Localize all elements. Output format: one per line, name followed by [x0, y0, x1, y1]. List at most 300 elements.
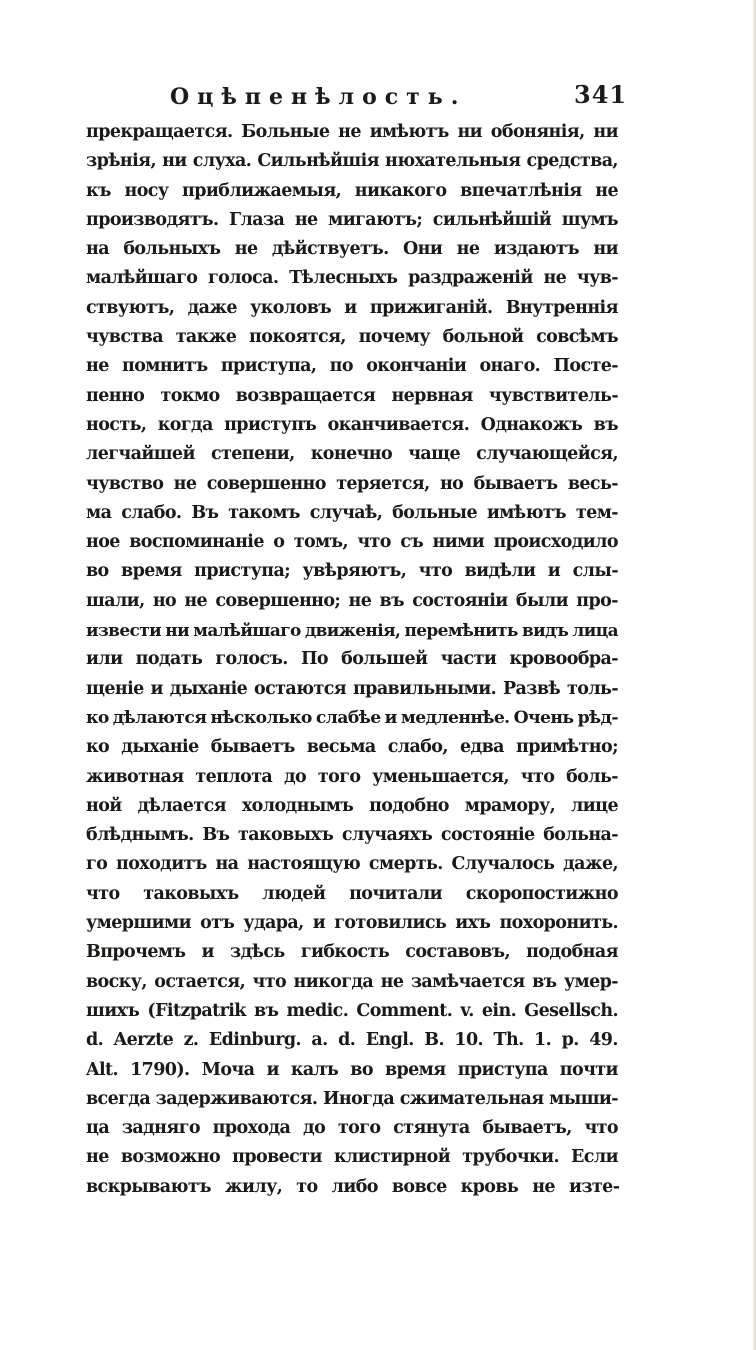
word: почти	[559, 1059, 618, 1080]
word: щеніе	[86, 678, 144, 699]
word: ни	[593, 122, 618, 142]
word: вскрываютъ	[86, 1176, 211, 1197]
word: весь-	[567, 473, 618, 494]
word: приступъ	[224, 414, 317, 435]
word: томъ,	[293, 532, 348, 553]
word: происходило	[493, 532, 618, 553]
word: d.	[86, 1030, 104, 1051]
text-line	[86, 264, 618, 293]
word: ними	[432, 532, 485, 553]
word: больной	[442, 327, 524, 348]
word: дыханіе	[169, 678, 248, 699]
word: совершенно;	[215, 590, 341, 611]
word: Engl.	[365, 1030, 414, 1051]
word: Развѣ	[503, 678, 561, 699]
word: въ	[254, 1000, 279, 1021]
word: движенія,	[304, 620, 401, 641]
word: не	[532, 1176, 555, 1197]
text-line	[86, 557, 618, 586]
word: совершенно	[206, 473, 326, 494]
word: обонянія,	[490, 122, 585, 142]
word: не	[456, 239, 480, 260]
word: части	[440, 649, 497, 670]
text-line	[86, 1173, 618, 1202]
word: шихъ	[86, 1000, 140, 1021]
word: блѣднымъ.	[86, 825, 194, 846]
word: ни	[457, 122, 483, 142]
text-line	[86, 821, 618, 850]
word: Однакожъ	[480, 414, 583, 435]
word: настоящую	[247, 854, 361, 875]
word: случаяхъ	[341, 825, 433, 846]
text-line	[86, 206, 618, 235]
word: людей	[262, 883, 326, 904]
text-line	[86, 763, 618, 792]
word: Comment.	[356, 1000, 453, 1021]
word: мыши-	[549, 1088, 618, 1109]
word: холоднымъ	[241, 795, 354, 816]
word: не	[380, 971, 404, 992]
word: не	[595, 180, 618, 201]
text-line	[86, 645, 618, 674]
word: издаютъ	[493, 239, 579, 260]
word: чув-	[576, 268, 618, 289]
word: въ	[593, 414, 618, 435]
word: отъ	[200, 913, 235, 934]
word: ное	[86, 532, 120, 553]
word: приступа	[457, 1059, 548, 1080]
running-head: Оцѣпенѣлость.	[170, 84, 467, 110]
text-line	[86, 1114, 618, 1143]
word: зрѣнія,	[86, 151, 156, 172]
word: чувство	[86, 473, 164, 494]
word: не	[234, 239, 258, 260]
body-text	[86, 118, 618, 1202]
word: ein.	[481, 1000, 517, 1021]
word: но	[152, 590, 177, 611]
word: имѣютъ	[486, 502, 567, 523]
word: замѣчается	[410, 971, 525, 992]
word: изте-	[568, 1176, 620, 1197]
word: средства,	[526, 151, 618, 172]
text-line	[86, 323, 618, 352]
word: конечно	[310, 444, 393, 465]
word: 49.	[589, 1030, 618, 1051]
word: степени,	[210, 444, 295, 465]
word: бываетъ,	[482, 1118, 572, 1139]
word: что	[357, 532, 391, 553]
word: онаго.	[479, 356, 541, 377]
text-line	[86, 587, 618, 616]
text-line	[86, 616, 618, 645]
word: голосъ.	[215, 649, 288, 670]
word: возвращается	[235, 385, 376, 406]
word: стянута	[393, 1118, 470, 1139]
word: и	[344, 297, 357, 318]
word: что	[86, 883, 120, 904]
word: впечатлѣнія	[460, 180, 582, 201]
word: не	[294, 209, 318, 230]
text-line	[86, 1085, 618, 1114]
word: не	[338, 122, 361, 142]
text-line	[86, 792, 618, 821]
text-line	[86, 704, 618, 733]
text-line	[86, 118, 618, 147]
word: извести	[86, 620, 162, 641]
word: ца	[86, 1118, 110, 1139]
word: уменьшается,	[372, 766, 509, 787]
word: нервная	[391, 385, 473, 406]
word: чувства	[86, 327, 163, 348]
word: Th.	[493, 1030, 524, 1051]
word: d.	[338, 1030, 356, 1051]
word: v.	[460, 1000, 474, 1021]
word: Edinburg.	[208, 1030, 301, 1051]
word: таковыхъ	[143, 883, 239, 904]
word: въ	[532, 971, 557, 992]
word: кровообра-	[509, 649, 618, 670]
word: готовились	[334, 913, 447, 934]
word: случающейся,	[476, 444, 618, 465]
word: того	[337, 1118, 381, 1139]
text-line	[86, 880, 618, 909]
word: прохода	[212, 1118, 291, 1139]
word: ни	[165, 620, 190, 641]
word: больные	[392, 502, 477, 523]
word: здѣсь	[230, 942, 285, 963]
word: и	[201, 942, 214, 963]
word: Тѣлесныхъ	[289, 268, 398, 289]
word: лице	[571, 795, 618, 816]
word: и	[266, 1059, 279, 1080]
word: смерть.	[368, 854, 443, 875]
word: остается,	[154, 971, 246, 992]
word: бываетъ	[210, 737, 295, 758]
word: случаѣ,	[309, 502, 383, 523]
word: къ	[86, 180, 111, 201]
word: бываетъ	[473, 473, 558, 494]
word: Gesellsch.	[524, 1000, 618, 1021]
text-line	[86, 147, 618, 176]
word: нюхательныя	[385, 151, 521, 172]
word: толь-	[567, 678, 618, 699]
word: слабо,	[387, 737, 448, 758]
word: не	[543, 268, 567, 289]
word: имѣютъ	[369, 122, 449, 142]
word: ко	[86, 737, 110, 758]
word: клистирной	[333, 1147, 451, 1168]
word: задерживаются.	[155, 1088, 318, 1109]
page-edge	[752, 0, 756, 1350]
word: или	[86, 649, 123, 670]
word: и	[547, 561, 561, 582]
word: приступа,	[220, 356, 317, 377]
word: носу	[124, 180, 169, 201]
word: правильными.	[352, 678, 497, 699]
word: слабо.	[121, 502, 182, 523]
word: z.	[183, 1030, 199, 1051]
word: не	[86, 1147, 109, 1168]
word: возможно	[120, 1147, 221, 1168]
word: также	[175, 327, 237, 348]
text-line	[86, 733, 618, 762]
word: Внутреннія	[505, 297, 618, 318]
text-line	[86, 909, 618, 938]
word: a.	[311, 1030, 328, 1051]
word: не	[86, 356, 109, 377]
word: ни	[162, 151, 187, 172]
word: больна-	[543, 825, 618, 846]
word: приближаемыя,	[182, 180, 342, 201]
word: производятъ.	[86, 209, 219, 230]
word: задняго	[121, 1118, 200, 1139]
word: Случалось	[451, 854, 555, 875]
word: теплота	[195, 766, 273, 787]
word: медленнѣе.	[400, 707, 510, 728]
word: время	[384, 1059, 446, 1080]
word: подать	[135, 649, 203, 670]
text-line	[86, 411, 618, 440]
word: были	[515, 590, 569, 611]
word: даже,	[563, 854, 618, 875]
word: чувствитель-	[488, 385, 618, 406]
word: шумъ	[561, 209, 618, 230]
word: про-	[576, 590, 618, 611]
word: воску,	[86, 971, 147, 992]
word: дѣйствуетъ.	[271, 239, 389, 260]
word: умер-	[563, 971, 618, 992]
word: когда	[157, 414, 213, 435]
text-line	[86, 968, 618, 997]
word: такомъ	[228, 502, 300, 523]
word: Впрочемъ	[86, 942, 186, 963]
word: 10.	[454, 1030, 484, 1051]
word: на	[215, 854, 239, 875]
word: больныхъ	[123, 239, 221, 260]
word: вовсе	[391, 1176, 447, 1197]
word: малѣйшаго	[193, 620, 301, 641]
word: совсѣмъ	[536, 327, 618, 348]
word: до	[283, 766, 307, 787]
word: не	[348, 590, 372, 611]
word: что	[252, 971, 287, 992]
word: Моча	[201, 1059, 255, 1080]
word: мрамору,	[464, 795, 556, 816]
word: всегда	[86, 1088, 151, 1109]
word: похоронить.	[499, 913, 618, 934]
word: трубочки.	[462, 1147, 559, 1168]
word: слабѣе	[315, 707, 381, 728]
word: видъ	[522, 620, 569, 641]
word: Посте-	[553, 356, 618, 377]
word: Aerzte	[113, 1030, 174, 1051]
word: состояніи	[412, 590, 508, 611]
text-line	[86, 528, 618, 557]
word: Alt.	[86, 1059, 119, 1080]
word: никакого	[354, 180, 447, 201]
word: остаются	[254, 678, 347, 699]
word: окончаніи	[366, 356, 467, 377]
word: малѣйшаго	[86, 268, 198, 289]
word: ной	[86, 795, 122, 816]
word: умершими	[86, 913, 191, 934]
word: никогда	[293, 971, 374, 992]
text-line	[86, 850, 618, 879]
word: либо	[331, 1176, 378, 1197]
word: не	[173, 473, 197, 494]
text-line	[86, 675, 618, 704]
word: и	[150, 678, 163, 699]
word: жилу,	[224, 1176, 283, 1197]
word: примѣтно;	[516, 737, 618, 758]
word: гибкость	[300, 942, 390, 963]
word: кровь	[460, 1176, 519, 1197]
word: оканчивается.	[327, 414, 470, 435]
text-line	[86, 352, 618, 381]
word: скоропостижно	[465, 883, 618, 904]
word: уколовъ	[250, 297, 332, 318]
word: походитъ	[115, 854, 207, 875]
word: теряется,	[336, 473, 430, 494]
word: весьма	[306, 737, 376, 758]
word: ни	[593, 239, 618, 260]
word: пенно	[86, 385, 145, 406]
word: рѣд-	[577, 707, 618, 728]
word: подобно	[369, 795, 449, 816]
word: прижиганій.	[369, 297, 493, 318]
word: того	[317, 766, 361, 787]
text-line	[86, 177, 618, 206]
word: Въ	[191, 502, 219, 523]
word: во	[350, 1059, 373, 1080]
word: го	[86, 854, 108, 875]
word: и	[384, 707, 397, 728]
word: и	[312, 913, 326, 934]
word: лица	[572, 620, 618, 641]
text-line	[86, 1143, 618, 1172]
word: Иногда	[322, 1088, 395, 1109]
word: видѣли	[464, 561, 536, 582]
word: чаще	[408, 444, 461, 465]
word: о	[273, 532, 285, 553]
text-line	[86, 938, 618, 967]
word: дѣлается	[137, 795, 226, 816]
word: дѣлаются	[112, 707, 207, 728]
word: во	[86, 561, 109, 582]
word: почитали	[349, 883, 443, 904]
word: по	[329, 356, 353, 377]
word: дыханіе	[121, 737, 199, 758]
word: ихъ	[455, 913, 491, 934]
word: животная	[86, 766, 184, 787]
word: то	[296, 1176, 318, 1197]
word: ко	[86, 707, 109, 728]
text-line	[86, 1026, 618, 1055]
word: даже	[187, 297, 237, 318]
text-line	[86, 997, 618, 1026]
word: не	[184, 590, 208, 611]
word: тем-	[575, 502, 618, 523]
word: покоятся,	[249, 327, 346, 348]
text-line	[86, 1056, 618, 1085]
word: съ	[400, 532, 424, 553]
word: что	[418, 561, 453, 582]
word: Очень	[513, 707, 574, 728]
text-line	[86, 499, 618, 528]
word: голоса.	[208, 268, 279, 289]
word: Глаза	[229, 209, 285, 230]
word: слы-	[572, 561, 618, 582]
word: едва	[460, 737, 504, 758]
word: нѣсколько	[210, 707, 312, 728]
word: Въ	[202, 825, 230, 846]
word: что	[584, 1118, 618, 1139]
word: но	[439, 473, 464, 494]
word: раздраженій	[408, 268, 533, 289]
word: таковыхъ	[237, 825, 334, 846]
word: увѣряютъ,	[302, 561, 407, 582]
word: калъ	[290, 1059, 339, 1080]
word: ствуютъ,	[86, 297, 175, 318]
word: Если	[571, 1147, 618, 1168]
word: мигаютъ;	[328, 209, 423, 230]
word: воспоминаніе	[129, 532, 264, 553]
word: что	[520, 766, 555, 787]
word: большей	[341, 649, 428, 670]
word: подобная	[526, 942, 618, 963]
text-line	[86, 470, 618, 499]
word: шали,	[86, 590, 145, 611]
word: ность,	[86, 414, 147, 435]
word: Они	[403, 239, 443, 260]
word: прекращается.	[86, 122, 233, 142]
page-number: 341	[574, 80, 628, 109]
word: на	[86, 239, 109, 260]
word: medic.	[286, 1000, 349, 1021]
word: 1790).	[130, 1059, 190, 1080]
text-line	[86, 294, 618, 323]
word: перемѣнить	[404, 620, 518, 641]
word: въ	[379, 590, 404, 611]
word: p.	[561, 1030, 579, 1051]
word: легчайшей	[86, 444, 195, 465]
word: сжимательная	[399, 1088, 544, 1109]
word: до	[303, 1118, 326, 1139]
word: почему	[358, 327, 430, 348]
word: сильнѣйшій	[432, 209, 552, 230]
text-line	[86, 382, 618, 411]
word: боль-	[566, 766, 618, 787]
word: состояніе	[440, 825, 535, 846]
word: токмо	[160, 385, 220, 406]
word: удара,	[243, 913, 304, 934]
word: По	[300, 649, 328, 670]
word: 1.	[534, 1030, 552, 1051]
word: B.	[424, 1030, 444, 1051]
word: помнитъ	[122, 356, 208, 377]
text-line	[86, 235, 618, 264]
word: время	[121, 561, 182, 582]
word: провести	[232, 1147, 322, 1168]
text-line	[86, 440, 618, 469]
word: ма	[86, 502, 112, 523]
word: составовъ,	[405, 942, 510, 963]
word: Сильнѣйшія	[257, 151, 379, 172]
word: (Fitzpatrik	[147, 1000, 246, 1021]
word: слуха.	[192, 151, 252, 172]
word: Больные	[241, 122, 330, 142]
word: приступа;	[194, 561, 291, 582]
